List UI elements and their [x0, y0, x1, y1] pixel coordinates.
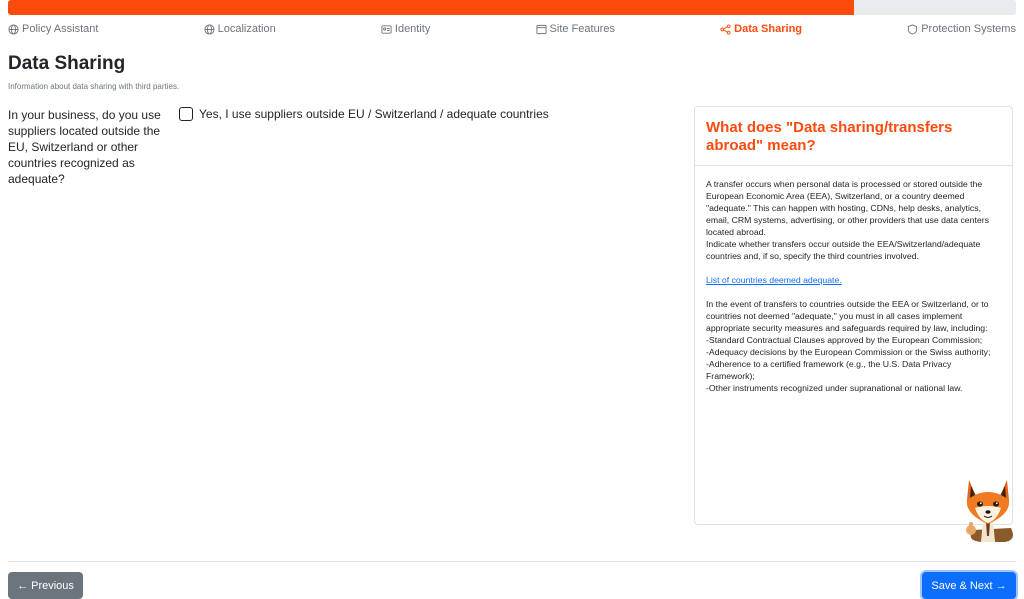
shield-icon: [907, 24, 918, 35]
progress-fill: [8, 0, 854, 15]
help-body: [695, 166, 1012, 394]
option-label: Yes, I use suppliers outside EU / Switzerland / adequate countries: [199, 107, 549, 121]
help-paragraph: Indicate whether transfers occur outside the EEA/Switzerland/adequate countries and, if so, specify the third countries involved.: [706, 239, 981, 261]
help-list-item: -Adequacy decisions by the European Commission or the Swiss authority;: [706, 347, 991, 357]
progress-bar: [8, 0, 1016, 15]
step-policy-assistant[interactable]: [8, 20, 98, 38]
globe-icon: [8, 24, 19, 35]
adequate-countries-link[interactable]: List of countries deemed adequate.: [706, 275, 842, 285]
help-paragraph: In the event of transfers to countries outside the EEA or Switzerland, or to countries not deemed "adequate," you must in all cases implement appropriate security measures and safeguards required by law, including:: [706, 299, 989, 333]
page-title: Data Sharing: [8, 53, 126, 74]
help-card: [694, 106, 1013, 525]
help-list-item: -Standard Contractual Clauses approved by the European Commission;: [706, 335, 983, 345]
help-title: What does "Data sharing/transfers abroad" mean?: [695, 107, 1012, 166]
help-list-item: -Other instruments recognized under supranational or national law.: [706, 383, 963, 393]
steps-nav: [8, 20, 1016, 38]
share-nodes-icon: [720, 24, 731, 35]
help-list-item: -Adherence to a certified framework (e.g., the U.S. Data Privacy Framework);: [706, 359, 952, 381]
question-label: In your business, do you use suppliers located outside the EU, Switzerland or other countries recognized as adequate?: [8, 108, 161, 186]
save-next-button[interactable]: Save & Next →: [922, 572, 1016, 599]
step-label: Localization: [217, 23, 276, 35]
step-label: Identity: [394, 23, 431, 35]
previous-button[interactable]: ← Previous: [8, 572, 83, 599]
step-data-sharing[interactable]: [720, 20, 802, 38]
step-label: Policy Assistant: [22, 23, 99, 35]
suppliers-outside-eu-checkbox[interactable]: [179, 107, 193, 121]
browser-window-icon: [536, 24, 547, 35]
step-localization[interactable]: [204, 20, 276, 38]
help-paragraph: A transfer occurs when personal data is processed or stored outside the European Economic Area (EEA), Switzerland, or a country deemed "adequate." This can happen with hosting, CDNs, help desks, analytics, email, CRM systems, advertising, or other providers that use data centers located abroad.: [706, 179, 989, 237]
page-subtitle: Information about data sharing with third parties.: [8, 82, 180, 91]
step-label: Site Features: [549, 23, 615, 35]
globe-icon: [204, 24, 215, 35]
step-label: Protection Systems: [921, 23, 1016, 35]
step-identity[interactable]: [381, 20, 430, 38]
step-protection-systems[interactable]: [907, 20, 1016, 38]
suppliers-outside-eu-option[interactable]: [179, 107, 549, 121]
step-label: Data Sharing: [734, 23, 803, 35]
id-card-icon: [381, 24, 392, 35]
fox-mascot-avatar[interactable]: [955, 470, 1021, 542]
footer-divider: [8, 561, 1016, 562]
step-site-features[interactable]: [536, 20, 615, 38]
